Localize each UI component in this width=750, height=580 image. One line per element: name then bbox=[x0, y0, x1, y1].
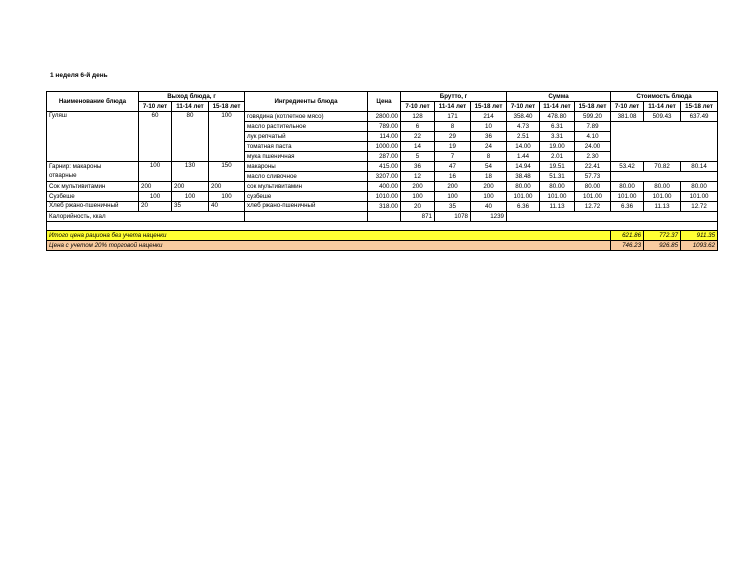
empty-cell bbox=[47, 222, 718, 231]
cell-sum: 80.00 bbox=[540, 182, 575, 192]
cell-price: 789.00 bbox=[368, 122, 401, 132]
cell-sum: 51.31 bbox=[540, 172, 575, 182]
cell-cost: 6.36 bbox=[611, 202, 644, 212]
cell-sum: 24.00 bbox=[575, 142, 611, 152]
header-age: 11-14 лет bbox=[172, 102, 209, 112]
cell-ingredient: лук репчатый bbox=[245, 132, 368, 142]
total-no-markup-row bbox=[47, 231, 718, 241]
cell-price: 318.00 bbox=[368, 202, 401, 212]
header-sum: Сумма bbox=[507, 92, 611, 102]
cell-ingredient: сок мультивитамин bbox=[245, 182, 368, 192]
header-age: 15-18 лет bbox=[575, 102, 611, 112]
total-markup-label: Цена с учетом 20% торговой наценки bbox=[47, 241, 611, 251]
cell-cost: 637.49 bbox=[681, 112, 718, 122]
cell-dish: Сок мультивитамин bbox=[47, 182, 139, 192]
header-age: 7-10 лет bbox=[611, 102, 644, 112]
table-row bbox=[47, 192, 718, 202]
table-row bbox=[47, 182, 718, 192]
cell-gross: 6 bbox=[401, 122, 435, 132]
cell-gross: 36 bbox=[471, 132, 507, 142]
header-cost: Стоимость блюда bbox=[611, 92, 718, 102]
cell-cost: 101.00 bbox=[611, 192, 644, 202]
cell-sum: 4.10 bbox=[575, 132, 611, 142]
cell-gross: 35 bbox=[435, 202, 471, 212]
cell-gross: 19 bbox=[435, 142, 471, 152]
cell-output: 130 bbox=[172, 162, 209, 182]
cell-sum: 7.89 bbox=[575, 122, 611, 132]
calories-value: 1239 bbox=[471, 212, 507, 222]
cell-price: 400.00 bbox=[368, 182, 401, 192]
cell-price: 3207.00 bbox=[368, 172, 401, 182]
cell-sum: 19.00 bbox=[540, 142, 575, 152]
cell-gross: 16 bbox=[435, 172, 471, 182]
cell-ingredient: макароны bbox=[245, 162, 368, 172]
cell-sum: 19.51 bbox=[540, 162, 575, 172]
cell-sum: 599.20 bbox=[575, 112, 611, 122]
calories-value: 871 bbox=[401, 212, 435, 222]
cell-cost: 80.00 bbox=[611, 182, 644, 192]
cell-cost-empty bbox=[611, 172, 718, 182]
header-age: 11-14 лет bbox=[435, 102, 471, 112]
cell-gross: 14 bbox=[401, 142, 435, 152]
cell-gross: 100 bbox=[471, 192, 507, 202]
header-ingredients: Ингредиенты блюда bbox=[245, 92, 368, 112]
cell-sum: 358.40 bbox=[507, 112, 540, 122]
spacer-row bbox=[47, 222, 718, 231]
cell-output: 80 bbox=[172, 112, 209, 162]
cell-output: 60 bbox=[139, 112, 172, 162]
total-no-markup-label: Итого цена рациона без учета наценки bbox=[47, 231, 611, 241]
total-no-markup-value: 621.86 bbox=[611, 231, 644, 241]
cell-sum: 2.01 bbox=[540, 152, 575, 162]
cell-gross: 128 bbox=[401, 112, 435, 122]
cell-cost: 101.00 bbox=[681, 192, 718, 202]
cell-gross: 47 bbox=[435, 162, 471, 172]
header-age: 15-18 лет bbox=[681, 102, 718, 112]
header-age: 7-10 лет bbox=[139, 102, 172, 112]
empty-cell bbox=[368, 212, 401, 222]
total-markup-value: 746.23 bbox=[611, 241, 644, 251]
cell-output: 40 bbox=[209, 202, 245, 212]
cell-gross: 171 bbox=[435, 112, 471, 122]
cell-sum: 80.00 bbox=[507, 182, 540, 192]
total-markup-row bbox=[47, 241, 718, 251]
header-output: Выход блюда, г bbox=[139, 92, 245, 102]
cell-cost: 80.00 bbox=[681, 182, 718, 192]
cell-cost: 53.42 bbox=[611, 162, 644, 172]
empty-cell bbox=[507, 212, 718, 222]
cell-gross: 20 bbox=[401, 202, 435, 212]
cell-gross: 36 bbox=[401, 162, 435, 172]
cell-price: 114.00 bbox=[368, 132, 401, 142]
header-price: Цена bbox=[368, 92, 401, 112]
cell-gross: 22 bbox=[401, 132, 435, 142]
table-row bbox=[47, 202, 718, 212]
header-age: 7-10 лет bbox=[401, 102, 435, 112]
cell-sum: 101.00 bbox=[507, 192, 540, 202]
cell-cost: 101.00 bbox=[644, 192, 681, 202]
cell-gross: 200 bbox=[471, 182, 507, 192]
header-dish-name: Наименование блюда bbox=[47, 92, 139, 112]
cell-output: 150 bbox=[209, 162, 245, 182]
cell-dish: Гуляш bbox=[47, 112, 139, 162]
cell-dish: Гарнир: макароны bbox=[47, 162, 139, 172]
cell-sum: 3.31 bbox=[540, 132, 575, 142]
total-no-markup-value: 772.37 bbox=[644, 231, 681, 241]
cell-cost: 80.14 bbox=[681, 162, 718, 172]
total-markup-value: 1093.62 bbox=[681, 241, 718, 251]
cell-sum: 12.72 bbox=[575, 202, 611, 212]
cell-ingredient: томатная паста bbox=[245, 142, 368, 152]
cell-cost: 12.72 bbox=[681, 202, 718, 212]
header-age: 15-18 лет bbox=[209, 102, 245, 112]
cell-dish: Хлеб ржано-пшеничный bbox=[47, 202, 139, 212]
cell-sum: 22.41 bbox=[575, 162, 611, 172]
cell-gross: 24 bbox=[471, 142, 507, 152]
cell-sum: 1.44 bbox=[507, 152, 540, 162]
cell-gross: 18 bbox=[471, 172, 507, 182]
header-age: 11-14 лет bbox=[644, 102, 681, 112]
empty-cell bbox=[245, 212, 368, 222]
table-row bbox=[47, 162, 718, 172]
total-no-markup-value: 911.35 bbox=[681, 231, 718, 241]
cell-gross: 54 bbox=[471, 162, 507, 172]
cell-sum: 2.51 bbox=[507, 132, 540, 142]
cell-output: 20 bbox=[139, 202, 172, 212]
cell-output: 200 bbox=[172, 182, 209, 192]
cell-gross: 100 bbox=[401, 192, 435, 202]
cell-price: 1010.00 bbox=[368, 192, 401, 202]
page-title: 1 неделя 6-й день bbox=[50, 72, 108, 79]
cell-price: 287.00 bbox=[368, 152, 401, 162]
cell-cost: 80.00 bbox=[644, 182, 681, 192]
calories-label: Калорийность, ккал bbox=[47, 212, 245, 222]
cell-sum: 14.00 bbox=[507, 142, 540, 152]
cell-gross: 200 bbox=[401, 182, 435, 192]
header-gross: Брутто, г bbox=[401, 92, 507, 102]
header-row-1 bbox=[47, 92, 718, 102]
cell-cost: 11.13 bbox=[644, 202, 681, 212]
header-age: 7-10 лет bbox=[507, 102, 540, 112]
cell-dish: отварные bbox=[47, 172, 139, 182]
cell-price: 1000.00 bbox=[368, 142, 401, 152]
calories-row bbox=[47, 212, 718, 222]
cell-ingredient: хлеб ржано-пшеничный bbox=[245, 202, 368, 212]
cell-output: 100 bbox=[209, 192, 245, 202]
cell-sum: 478.80 bbox=[540, 112, 575, 122]
cell-output: 35 bbox=[172, 202, 209, 212]
menu-table bbox=[46, 91, 718, 251]
header-age: 11-14 лет bbox=[540, 102, 575, 112]
cell-sum: 11.13 bbox=[540, 202, 575, 212]
cell-cost: 381.08 bbox=[611, 112, 644, 122]
cell-sum: 57.73 bbox=[575, 172, 611, 182]
cell-sum: 14.94 bbox=[507, 162, 540, 172]
cell-dish: Сузбеше bbox=[47, 192, 139, 202]
cell-gross: 214 bbox=[471, 112, 507, 122]
cell-price: 2800.00 bbox=[368, 112, 401, 122]
cell-gross: 29 bbox=[435, 132, 471, 142]
cell-cost-empty bbox=[611, 122, 718, 162]
cell-sum: 4.73 bbox=[507, 122, 540, 132]
cell-ingredient: мука пшеничная bbox=[245, 152, 368, 162]
header-age: 15-18 лет bbox=[471, 102, 507, 112]
cell-ingredient: масло сливочное bbox=[245, 172, 368, 182]
cell-ingredient: сузбеше bbox=[245, 192, 368, 202]
calories-value: 1078 bbox=[435, 212, 471, 222]
cell-sum: 2.30 bbox=[575, 152, 611, 162]
cell-cost: 70.82 bbox=[644, 162, 681, 172]
total-markup-value: 926.85 bbox=[644, 241, 681, 251]
cell-output: 100 bbox=[172, 192, 209, 202]
cell-sum: 101.00 bbox=[575, 192, 611, 202]
cell-sum: 38.48 bbox=[507, 172, 540, 182]
cell-output: 100 bbox=[209, 112, 245, 162]
cell-gross: 5 bbox=[401, 152, 435, 162]
cell-gross: 200 bbox=[435, 182, 471, 192]
cell-output: 200 bbox=[209, 182, 245, 192]
cell-gross: 7 bbox=[435, 152, 471, 162]
cell-sum: 6.31 bbox=[540, 122, 575, 132]
cell-gross: 8 bbox=[435, 122, 471, 132]
cell-gross: 8 bbox=[471, 152, 507, 162]
cell-output: 100 bbox=[139, 162, 172, 182]
cell-gross: 40 bbox=[471, 202, 507, 212]
cell-ingredient: масло растительное bbox=[245, 122, 368, 132]
cell-sum: 101.00 bbox=[540, 192, 575, 202]
cell-gross: 100 bbox=[435, 192, 471, 202]
table-row bbox=[47, 112, 718, 122]
cell-gross: 12 bbox=[401, 172, 435, 182]
cell-price: 415.00 bbox=[368, 162, 401, 172]
cell-gross: 10 bbox=[471, 122, 507, 132]
cell-sum: 6.36 bbox=[507, 202, 540, 212]
cell-ingredient: говядина (котлетное мясо) bbox=[245, 112, 368, 122]
cell-cost: 509.43 bbox=[644, 112, 681, 122]
cell-output: 200 bbox=[139, 182, 172, 192]
cell-sum: 80.00 bbox=[575, 182, 611, 192]
cell-output: 100 bbox=[139, 192, 172, 202]
